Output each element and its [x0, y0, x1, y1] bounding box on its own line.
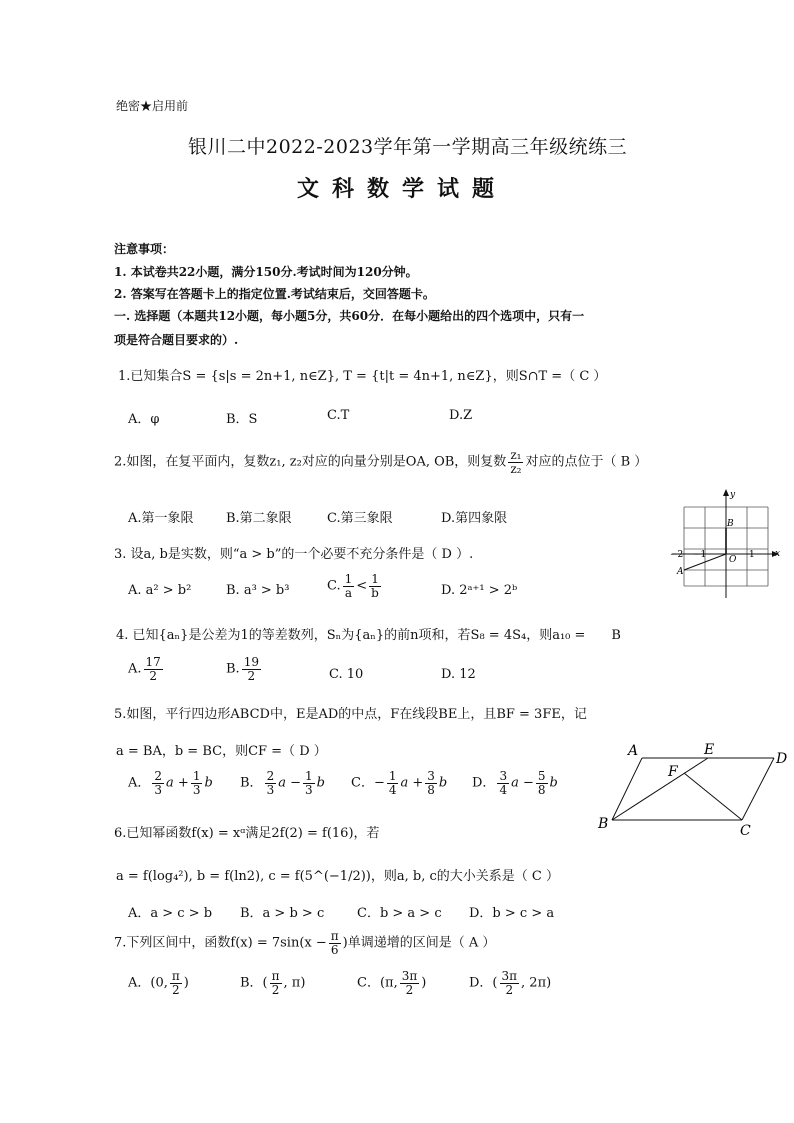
q5-d-num2: 5: [537, 769, 546, 783]
q7-a-num: π: [171, 969, 180, 983]
q7-frac-num: π: [330, 929, 339, 943]
q2-stem-post: 对应的点位于（ B ）: [525, 454, 648, 470]
q3-c-frac2-num: 1: [369, 573, 381, 587]
q2-stem-pre: 2.如图，在复平面内，复数z₁, z₂对应的向量分别是OA, OB，则复数: [114, 454, 507, 470]
q7-b-frac: [270, 970, 282, 996]
q5-d-mid: a −: [511, 775, 534, 791]
q2-option-d: D.第四象限: [441, 511, 508, 526]
q7-option-b: [240, 970, 305, 996]
q5-a-num1: 2: [154, 769, 163, 783]
q4-option-b: [226, 656, 263, 682]
q7-d-pre: D．(: [469, 975, 498, 991]
q5-a-den1: 3: [154, 782, 163, 797]
q5-d-frac2: [536, 770, 548, 796]
q7-a-post: ): [183, 975, 189, 991]
notes-item-2: 2. 答案写在答题卡上的指定位置.考试结束后，交回答题卡。: [114, 287, 435, 301]
vertex-b-label: B: [598, 816, 609, 832]
vertex-d-label: D: [776, 751, 788, 767]
q1-option-b: B．S: [226, 412, 258, 427]
q7-b-den: 2: [271, 982, 280, 997]
point-a-label: A: [677, 567, 684, 577]
q2-frac-den: z₂: [510, 461, 522, 476]
q4-a-label: A.: [128, 661, 142, 677]
q4-a-num: 17: [145, 655, 161, 669]
q4-b-den: 2: [247, 668, 256, 683]
q3-option-c: [327, 573, 383, 599]
q5-a-num2: 1: [192, 769, 201, 783]
q5-c-mid: a +: [400, 775, 424, 791]
q5-b-mid: a −: [278, 775, 301, 791]
q1-option-c: C.T: [327, 408, 350, 423]
q7-a-pre: A．(0,: [128, 975, 168, 991]
q5-b-den1: 3: [266, 782, 275, 797]
q7-b-pre: B．(: [240, 975, 268, 991]
q7-a-frac: [170, 970, 182, 996]
q5-option-d: [472, 770, 558, 796]
q7-c-pre: C．(π,: [357, 975, 398, 991]
q3-c-frac1-num: 1: [344, 572, 353, 586]
q5-line1: 5.如图，平行四边形ABCD中，E是AD的中点，F在线段BE上，且BF = 3FE，记: [114, 707, 587, 722]
q5-d-den2: 8: [537, 782, 546, 797]
section-instructions-line1: 一. 选择题（本题共12小题，每小题5分，共60分．在每小题给出的四个选项中，只有一: [114, 309, 585, 323]
q4-b-frac: [242, 656, 261, 682]
q7-option-c: [357, 970, 426, 996]
q5-b-label: B．: [240, 775, 263, 791]
q2-option-c: C.第三象限: [327, 511, 393, 526]
notes-heading: 注意事项：: [114, 242, 175, 256]
exam-subtitle: 文科数学试题: [297, 176, 508, 202]
q7-frac-den: 6: [330, 942, 339, 957]
q7-d-num: 3π: [501, 969, 518, 983]
complex-plane-figure: [664, 486, 784, 604]
q7-stem: [114, 930, 495, 956]
q5-d-label: D．: [472, 775, 496, 791]
parallelogram-figure: [592, 736, 792, 842]
segment-fc: [684, 773, 742, 820]
q6-line1: 6.已知幂函数f(x) = xᵅ满足2f(2) = f(16)，若: [114, 826, 380, 841]
q7-c-frac: [400, 970, 420, 996]
q5-a-end: b: [204, 775, 213, 791]
q5-a-label: A．: [128, 775, 151, 791]
section-instructions-line2: 项是符合题目要求的）.: [114, 333, 239, 347]
point-f-label: F: [668, 764, 678, 780]
q5-c-den2: 8: [427, 782, 435, 797]
q5-c-num1: 1: [388, 769, 397, 783]
q6-option-b: B．a > b > c: [240, 906, 325, 921]
q5-b-den2: 3: [304, 782, 313, 797]
q4-option-a: [128, 656, 165, 682]
q3-option-a: A. a² > b²: [128, 583, 192, 598]
secret-label: 绝密★启用前: [116, 99, 189, 113]
tick-minus-2: −2: [670, 550, 684, 560]
x-axis-label: x: [775, 549, 781, 559]
q3-stem: 3. 设a, b是实数，则“a > b”的一个必要不充分条件是（ D ）.: [114, 547, 474, 562]
q6-option-c: C．b > a > c: [357, 906, 442, 921]
vertex-a-label: A: [628, 743, 639, 759]
q7-b-num: π: [271, 969, 280, 983]
q6-line2: a = f(log₄²), b = f(ln2), c = f(5^(−1/2))，则a, b, c的大小关系是（ C ）: [116, 869, 559, 884]
q6-option-a: A．a > c > b: [128, 906, 213, 921]
q5-b-end: b: [316, 775, 325, 791]
q6-option-d: D．b > c > a: [469, 906, 555, 921]
q1-stem: 1.已知集合S = {s|s = 2n+1, n∈Z}, T = {t|t = 4n+1, n∈Z}，则S∩T =（ C ）: [118, 369, 607, 384]
q7-c-num: 3π: [401, 969, 418, 983]
q7-d-den: 2: [505, 982, 514, 997]
q4-b-label: B.: [226, 661, 240, 677]
q5-option-a: [128, 770, 213, 796]
q5-b-frac2: [303, 770, 315, 796]
q5-d-den1: 4: [499, 782, 508, 797]
q7-c-post: ): [421, 975, 427, 991]
q3-c-frac2: [369, 573, 381, 599]
y-axis-label: y: [730, 490, 736, 500]
q7-a-den: 2: [172, 982, 180, 997]
q3-option-d: D. 2ᵃ⁺¹ > 2ᵇ: [441, 583, 518, 598]
y-axis-arrow-icon: [723, 489, 729, 496]
q2-stem: [114, 449, 647, 475]
q5-d-frac1: [497, 770, 509, 796]
segment-be: [612, 758, 708, 820]
q1-option-a: A．φ: [128, 412, 160, 427]
q3-c-label: C.: [327, 578, 341, 594]
q5-c-end: b: [438, 775, 448, 791]
q2-frac-num: z₁: [510, 448, 522, 462]
q2-option-b: B.第二象限: [226, 511, 292, 526]
q7-stem-post: )单调递增的区间是（ A ）: [342, 935, 496, 951]
q1-option-d: D.Z: [449, 408, 473, 423]
q5-c-frac2: [425, 770, 437, 796]
q2-fraction: [508, 449, 523, 475]
q4-a-frac: [144, 656, 163, 682]
q5-c-num2: 3: [427, 769, 435, 783]
tick-minus-1: −1: [693, 550, 707, 560]
q7-c-den: 2: [405, 982, 414, 997]
tick-1: 1: [749, 550, 755, 560]
origin-label: O: [729, 555, 737, 565]
q4-option-c: C. 10: [329, 667, 364, 682]
q5-line2: a = BA，b = BC，则CF =（ D ）: [116, 744, 327, 759]
q7-stem-pre: 7.下列区间中，函数f(x) = 7sin(x −: [114, 935, 327, 951]
q5-d-num1: 3: [499, 769, 508, 783]
q2-option-a: A.第一象限: [128, 511, 194, 526]
point-b-label: B: [727, 519, 734, 529]
q5-b-frac1: [265, 770, 277, 796]
q5-a-mid: a +: [166, 775, 189, 791]
q4-a-den: 2: [149, 668, 157, 683]
q5-a-frac2: [191, 770, 203, 796]
exam-title: 银川二中2022-2023学年第一学期高三年级统练三: [188, 136, 628, 158]
q5-c-den1: 4: [388, 782, 397, 797]
notes-item-1: 1. 本试卷共22小题，满分150分.考试时间为120分钟。: [114, 265, 418, 279]
q7-frac: [329, 930, 341, 956]
q7-d-frac: [500, 970, 520, 996]
q7-option-d: [469, 970, 551, 996]
q5-a-den2: 3: [192, 782, 201, 797]
q7-d-post: , 2π): [521, 975, 552, 991]
q4-option-d: D. 12: [441, 667, 476, 682]
q7-option-a: [128, 970, 189, 996]
q3-c-frac1-den: a: [344, 585, 353, 600]
q3-c-frac1: [343, 573, 355, 599]
vertex-c-label: C: [740, 823, 751, 839]
q3-c-lt: <: [356, 578, 368, 594]
q5-c-frac1: [387, 770, 399, 796]
q5-option-b: [240, 770, 325, 796]
q5-a-frac1: [152, 770, 164, 796]
q4-b-num: 19: [243, 655, 259, 669]
q5-b-num1: 2: [266, 769, 275, 783]
q5-b-num2: 1: [304, 769, 313, 783]
q4-stem: 4. 已知{aₙ}是公差为1的等差数列，Sₙ为{aₙ}的前n项和，若S₈ = 4S₄，则a₁₀ = B: [116, 628, 621, 643]
q5-c-label: C．−: [351, 775, 385, 791]
q3-c-frac2-den: b: [371, 585, 379, 600]
q5-d-end: b: [549, 775, 558, 791]
q5-option-c: [351, 770, 447, 796]
side-dc: [742, 758, 774, 820]
point-e-label: E: [704, 742, 715, 758]
q3-option-b: B. a³ > b³: [226, 583, 290, 598]
q7-b-post: , π): [283, 975, 306, 991]
